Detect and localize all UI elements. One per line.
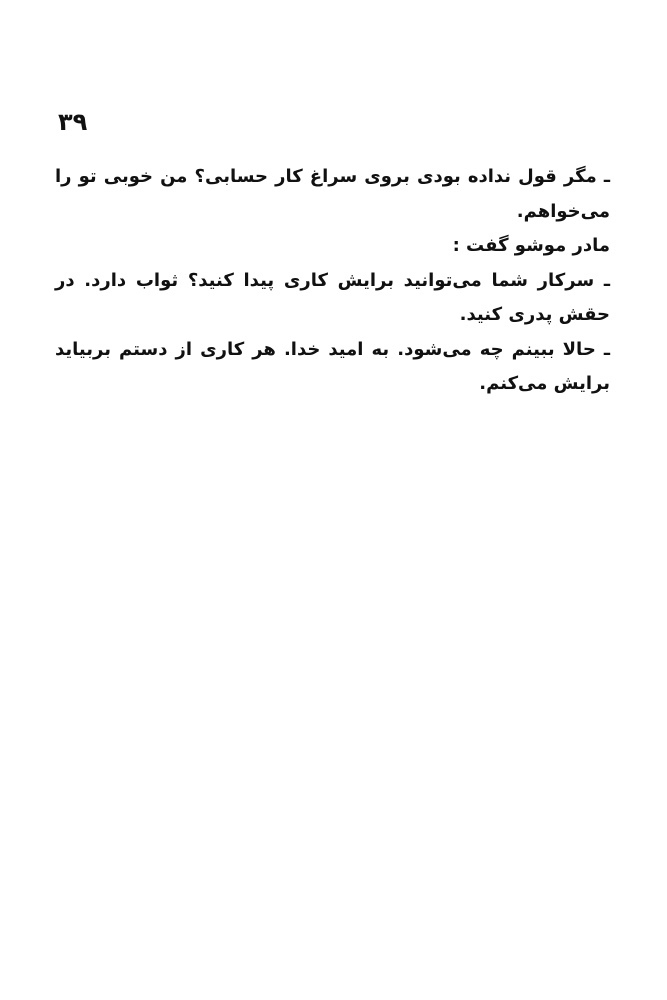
page-number: ۳۹ [58,108,88,136]
paragraph-narration: مادر موشو گفت : [452,235,610,256]
paragraph-dialogue-1: ـ مگر قول نداده بودی بروی سراغ کار حسابی؟ من خوبی تو را می‌خواهم. [55,166,610,222]
body-text [55,160,610,402]
paragraph-dialogue-3: ـ حالا ببینم چه می‌شود. به امید خدا. هر کاری از دستم بربیاید برایش می‌کنم. [55,338,610,394]
paragraph-dialogue-2: ـ سرکار شما می‌توانید برایش کاری پیدا کنید؟ ثواب دارد. در حقش پدری کنید. [55,269,610,325]
